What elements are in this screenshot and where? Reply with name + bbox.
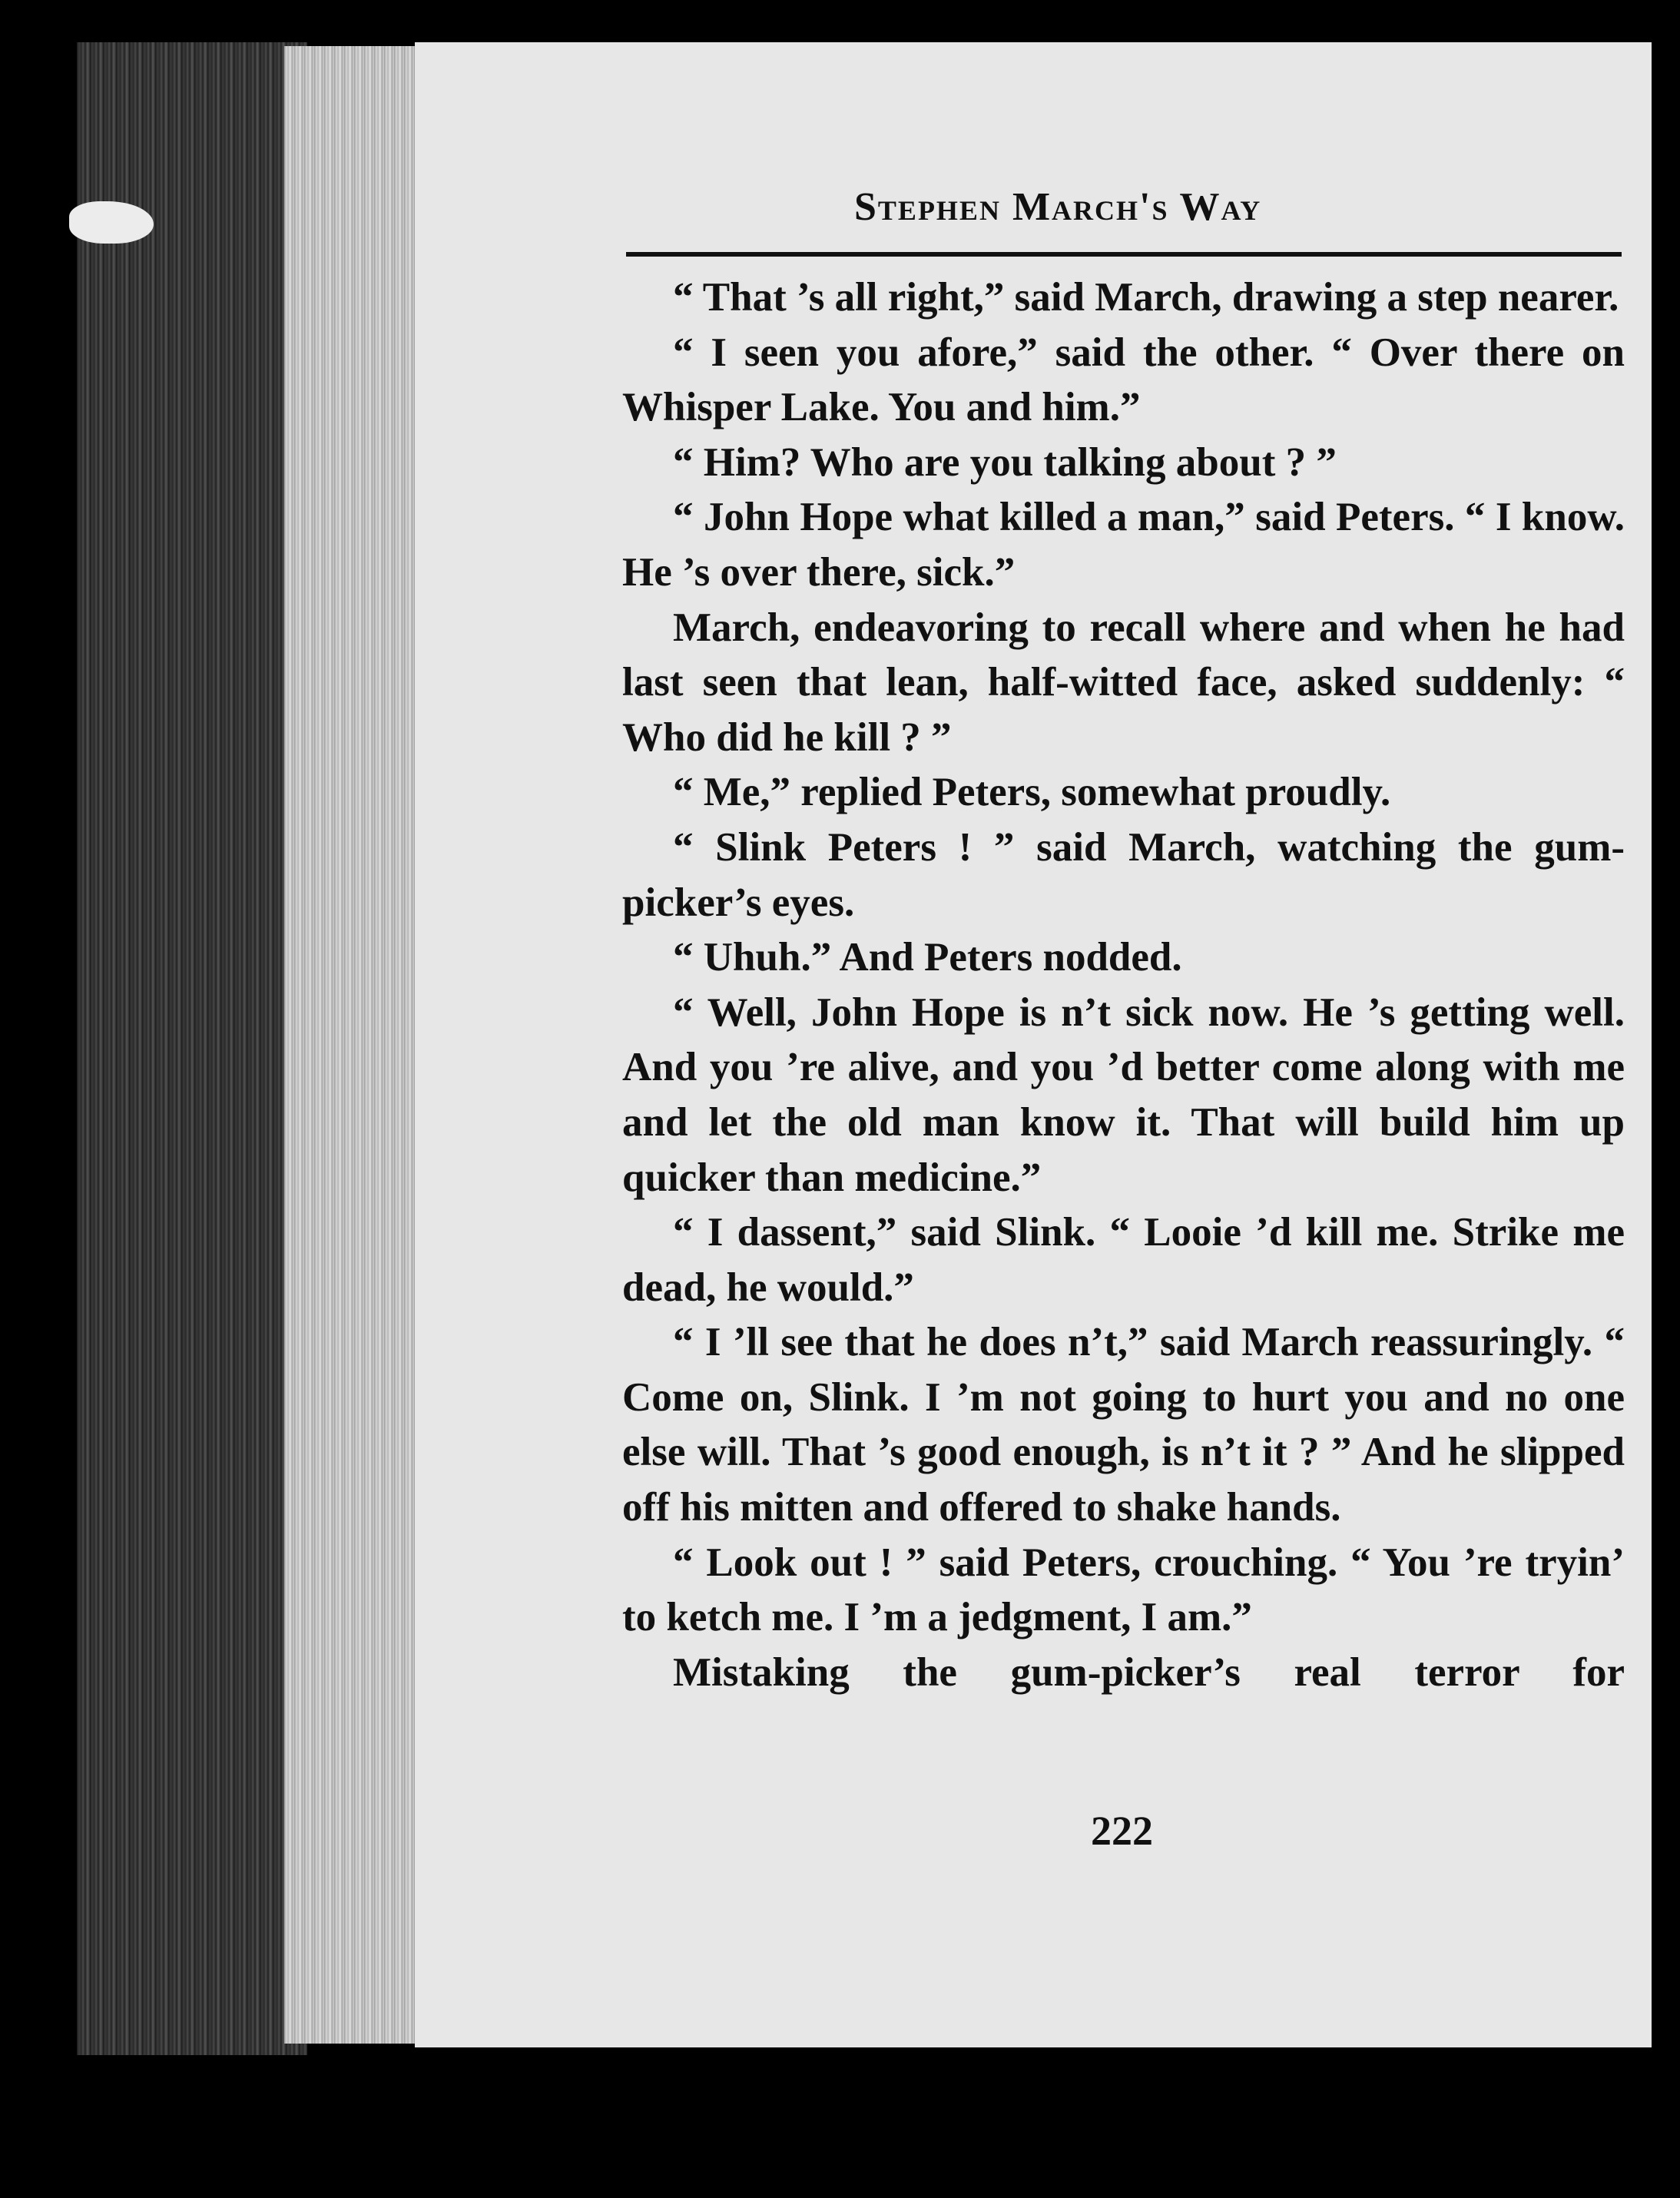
paragraph: “ Uhuh.” And Peters nodded.: [673, 935, 1182, 980]
page-edges: [284, 46, 415, 2044]
paragraph: “ Slink Peters ! ” said March, watching the gum-picker’s eyes.: [622, 824, 1625, 925]
paragraph: March, endeavoring to recall where and when he had last seen that lean, half-witted face, asked suddenly: “ Who did he kill ? ”: [622, 605, 1625, 760]
paragraph: “ I ’ll see that he does n’t,” said March reassuringly. “ Come on, Slink. I ’m not going to hurt you and no one else will. That ’s good enough, is n’t it ? ” And he slipped off his mitten and offered to shake hands.: [622, 1320, 1625, 1530]
paragraph: “ I dassent,” said Slink. “ Looie ’d kill me. Strike me dead, he would.”: [622, 1210, 1625, 1310]
page-number: 222: [1091, 1808, 1153, 1854]
paragraph: Mistaking the gum-picker’s real terror for: [673, 1649, 1625, 1695]
paragraph: “ I seen you afore,” said the other. “ Over there on Whisper Lake. You and him.”: [622, 330, 1625, 430]
paragraph: “ Well, John Hope is n’t sick now. He ’s getting well. And you ’re alive, and you ’d better come along with me and let the old man know it. That will build him up quicker than medicine.”: [622, 990, 1625, 1200]
running-head: Stephen March's Way: [854, 185, 1262, 229]
paragraph: “ That ’s all right,” said March, drawing a step nearer.: [673, 275, 1619, 320]
body-text: [622, 270, 1625, 1700]
paragraph: “ Me,” replied Peters, somewhat proudly.: [673, 770, 1391, 815]
header-rule: [626, 252, 1622, 257]
book-spine: [77, 42, 307, 2055]
paragraph: “ John Hope what killed a man,” said Peters. “ I know. He ’s over there, sick.”: [622, 495, 1625, 595]
paragraph: “ Him? Who are you talking about ? ”: [673, 439, 1337, 485]
paragraph: “ Look out ! ” said Peters, crouching. “ You ’re tryin’ to ketch me. I ’m a jedgment, I am.”: [622, 1540, 1625, 1640]
